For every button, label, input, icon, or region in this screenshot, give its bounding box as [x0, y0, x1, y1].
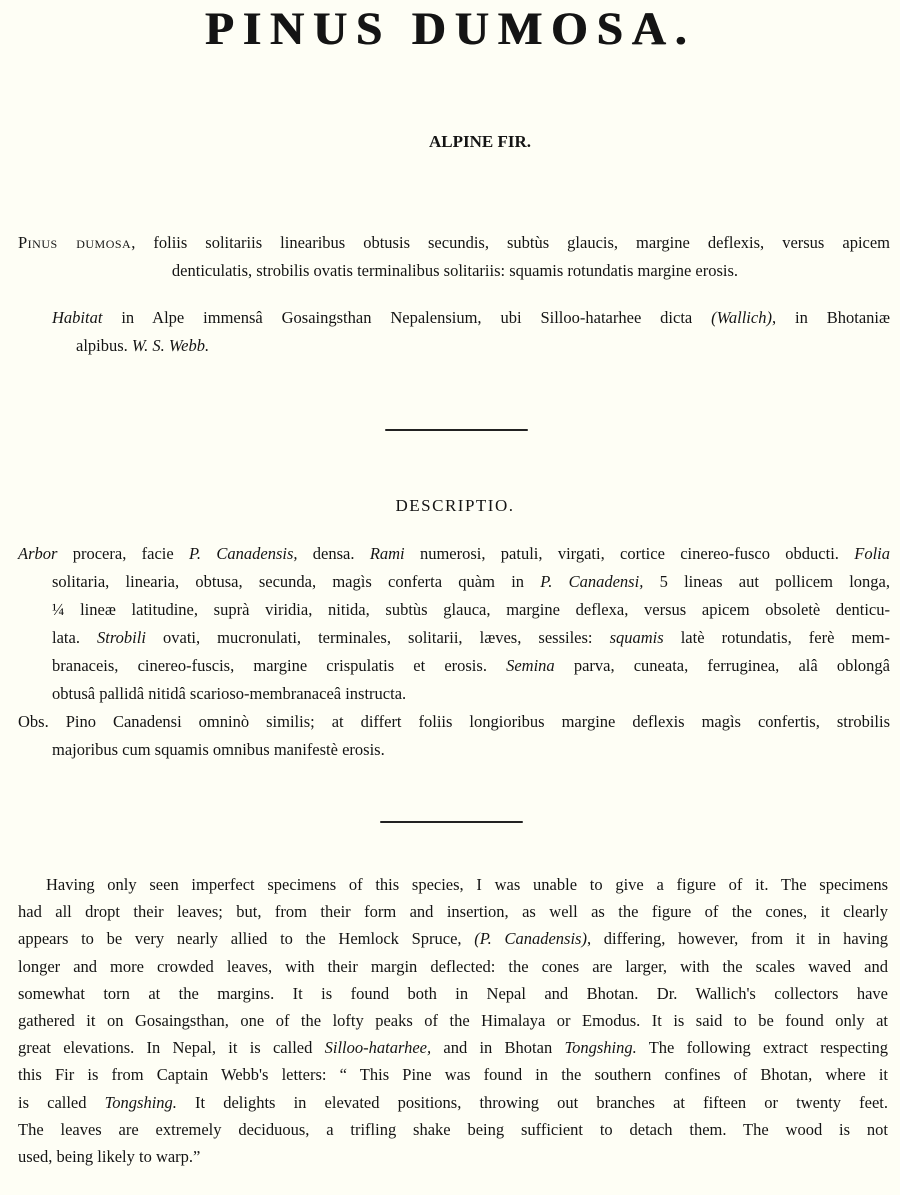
text-line	[52, 308, 890, 328]
text-segment: , foliis solitariis linearibus obtusis secundis, subtùs glaucis, margine deflexis, versus apicem	[131, 233, 891, 252]
text-line	[52, 684, 406, 704]
text-segment: numerosi, patuli, virgati, cortice cinereo-fusco obducti.	[404, 544, 855, 563]
text-segment: Obs. Pino Canadensi omninò similis; at differt foliis longioribus margine deflexis magìs confertis, strobilis	[18, 712, 890, 731]
text-segment: in Alpe immensâ Gosaingsthan Nepalensium, ubi Silloo-hatarhee dicta	[102, 308, 712, 327]
text-line	[0, 261, 900, 281]
text-segment: and in Bhotan	[431, 1038, 565, 1058]
italic-text: W. S. Webb.	[131, 336, 210, 355]
text-line	[18, 233, 890, 253]
text-line	[18, 902, 888, 922]
italic-text: (P. Canadensis)	[474, 929, 587, 949]
text-segment: latè rotundatis, ferè mem-	[663, 628, 890, 647]
section-divider	[385, 429, 528, 431]
text-segment: branaceis, cinereo-fuscis, margine crispulatis et erosis.	[52, 656, 507, 675]
text-segment: Having only seen imperfect specimens of this species, I was unable to give a figure of it. The specimens	[46, 875, 888, 894]
text-segment: majoribus cum squamis omnibus manifestè erosis.	[52, 740, 385, 759]
italic-text: Semina	[506, 656, 555, 675]
text-segment: , in Bhotaniæ	[771, 308, 890, 327]
text-segment: solitaria, linearia, obtusa, secunda, magìs conferta quàm in	[52, 572, 541, 591]
text-segment: longer and more crowded leaves, with their margin deflected: the cones are larger, with the scales waved and	[18, 956, 888, 976]
text-line	[18, 712, 890, 732]
text-line	[76, 336, 209, 356]
text-line	[52, 600, 890, 620]
text-line	[46, 875, 888, 895]
text-segment: procera, facie	[57, 544, 189, 563]
italic-text: Tongshing.	[564, 1038, 637, 1058]
text-segment: this Fir is from Captain Webb's letters: “ This Pine was found in the southern confines of Bhotan, where it	[18, 1065, 888, 1085]
italic-text: squamis	[609, 628, 664, 647]
text-segment: alpibus.	[76, 336, 132, 355]
italic-text: Habitat	[52, 308, 103, 327]
text-segment: ovati, mucronulati, terminales, solitarii, læves, sessiles:	[145, 628, 610, 647]
text-segment: appears to be very nearly allied to the Hemlock Spruce,	[18, 929, 475, 949]
text-segment: used, being likely to warp.”	[18, 1147, 201, 1166]
species-name: Pinus dumosa	[18, 233, 132, 252]
text-segment: great elevations. In Nepal, it is called	[18, 1038, 325, 1058]
text-segment: parva, cuneata, ferruginea, alâ oblongâ	[554, 656, 890, 675]
section-divider	[380, 821, 523, 823]
italic-text: Tongshing.	[104, 1092, 177, 1112]
text-segment: densa.	[297, 544, 370, 563]
description-heading: DESCRIPTIO.	[395, 496, 515, 515]
text-segment: It delights in elevated positions, throwing out branches at fifteen or twenty feet.	[176, 1092, 888, 1112]
text-line	[52, 628, 890, 648]
italic-text: Silloo-hatarhee,	[324, 1038, 432, 1058]
text-segment: ¼ lineæ latitudine, suprà viridia, nitida, subtùs glauca, margine deflexa, versus apicem obsoletè denticu-	[52, 600, 890, 619]
text-segment: 5 lineas aut pollicem longa,	[643, 572, 890, 591]
text-segment: denticulatis, strobilis ovatis terminalibus solitariis: squamis rotundatis margine erosis.	[171, 261, 739, 280]
text-line	[52, 740, 385, 760]
italic-text: Folia	[854, 544, 890, 563]
common-name-heading: ALPINE FIR.	[428, 132, 531, 151]
text-line	[52, 656, 890, 676]
text-segment: lata.	[52, 628, 98, 647]
text-segment: The leaves are extremely deciduous, a trifling shake being sufficient to detach them. The wood is not	[18, 1119, 888, 1139]
text-line	[18, 1147, 200, 1167]
text-segment: The following extract respecting	[636, 1038, 888, 1058]
text-segment: gathered it on Gosaingsthan, one of the lofty peaks of the Himalaya or Emodus. It is said to be found only at	[18, 1011, 888, 1030]
italic-text: P. Canadensi,	[540, 572, 644, 591]
text-line	[18, 1120, 888, 1140]
italic-text: Arbor	[18, 544, 58, 563]
text-segment: had all dropt their leaves; but, from their form and insertion, as well as the figure of the cones, it clearly	[18, 902, 888, 922]
italic-text: Strobili	[97, 628, 146, 647]
page-title: PINUS DUMOSA.	[204, 3, 696, 55]
text-line	[18, 544, 890, 564]
text-line	[18, 929, 888, 949]
text-segment: obtusâ pallidâ nitidâ scarioso-membranaceâ instructa.	[52, 684, 407, 703]
text-line	[18, 984, 888, 1004]
italic-text: P. Canadensis,	[188, 544, 298, 563]
text-line	[18, 1011, 888, 1031]
text-segment: is called	[18, 1092, 105, 1112]
italic-text: Rami	[369, 544, 405, 563]
text-line	[18, 1065, 888, 1085]
text-line	[18, 1093, 888, 1113]
text-line	[52, 572, 890, 592]
text-line	[18, 957, 888, 977]
italic-text: (Wallich)	[711, 308, 772, 327]
text-line	[18, 1038, 888, 1058]
text-segment: , differing, however, from it in having	[586, 929, 889, 949]
text-segment: somewhat torn at the margins. It is found both in Nepal and Bhotan. Dr. Wallich's collectors have	[18, 983, 888, 1003]
